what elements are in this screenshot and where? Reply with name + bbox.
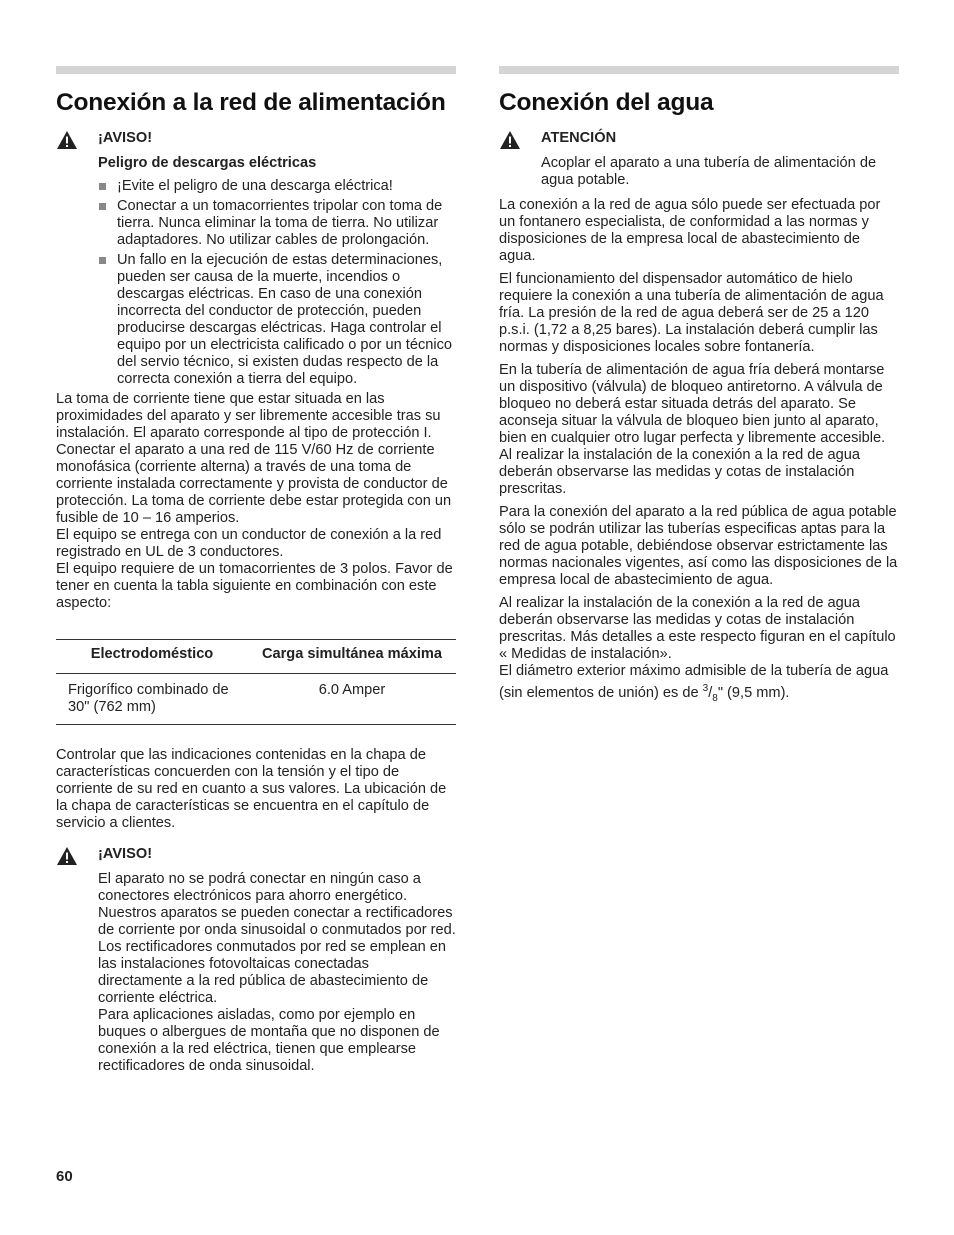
body-paragraph-diameter xyxy=(499,663,899,707)
body-paragraph: Para la conexión del aparato a la red pública de agua potable sólo se podrán utilizar las tuberías especificas aptas para la red de agua potable, debiéndose observar estrictamente las normas nacionales vigentes, así como las disposiciones de la empresa local de abastecimiento de agua. xyxy=(499,504,898,588)
fraction-slash: / xyxy=(708,684,713,701)
body-paragraph: La conexión a la red de agua sólo puede ser efectuada por un fontanero especialista, de conformidad a las normas y disposiciones de la empresa local de abastecimiento de agua. xyxy=(499,197,881,264)
table-row xyxy=(56,674,456,725)
warning-paragraph: El aparato no se podrá conectar en ningún caso a conectores electrónicos para ahorro energético. Nuestros aparatos se pueden conectar a rectificadores de corriente por onda sinusoidal o conmutados por red. Los rectificadores conmutados por red se emplean en las instalaciones fotovoltaicas conectadas directamente a la red pública de abastecimiento de corriente eléctrica. xyxy=(98,871,456,1006)
fraction-numerator: 3 xyxy=(702,683,709,694)
warning-text: Acoplar el aparato a una tubería de alimentación de agua potable. xyxy=(541,155,877,188)
warning-block-electric xyxy=(56,130,456,147)
diameter-text: El diámetro exterior máximo admisible de la tubería de agua (sin elementos de unión) es de xyxy=(499,663,889,701)
list-item: Un fallo en la ejecución de estas determinaciones, pueden ser causa de la muerte, incendios o descargas eléctricas. En caso de una conexión incorrecta del conductor de protección, pueden producirse descargas eléctricas. Haga controlar el equipo por un electricista calificado o por un técnico del servio técnico, si existen dudas respecto de la correcta conexión a tierra del equipo. xyxy=(98,252,456,388)
warning-list xyxy=(98,178,456,388)
warning-subtitle: Peligro de descargas eléctricas xyxy=(98,155,317,171)
fraction-denominator: 8 xyxy=(712,692,718,704)
warning-triangle-icon xyxy=(56,130,78,150)
body-paragraph: La toma de corriente tiene que estar situada en las proximidades del aparato y ser libremente accesible tras su instalación. El aparato corresponde al tipo de protección I. xyxy=(56,391,441,441)
table-header-row xyxy=(56,640,456,674)
section-rule xyxy=(499,66,899,74)
body-paragraph: El equipo se entrega con un conductor de conexión a la red registrado en UL de 3 conductores. xyxy=(56,527,442,560)
section-heading-water: Conexión del agua xyxy=(499,89,714,116)
spec-table xyxy=(56,639,456,725)
table-cell: Frigorífico combinado de 30" (762 mm) xyxy=(56,674,248,725)
warning-content xyxy=(56,155,456,388)
body-paragraph: Controlar que las indicaciones contenidas en la chapa de características concuerden con la tensión y el tipo de corriente de su red en cuanto a sus valores. La ubicación de la chapa de características se encuentra en el capítulo de servicio a clientes. xyxy=(56,747,447,831)
warning-block-rectifier xyxy=(56,846,456,1075)
section-heading-power: Conexión a la red de alimentación xyxy=(56,89,446,116)
warning-title: ¡AVISO! xyxy=(98,846,153,862)
body-paragraph: El funcionamiento del dispensador automático de hielo requiere la conexión a una tubería de alimentación de agua fría. La presión de la red de agua deberá ser de 25 a 120 p.s.i. (1,72 a 8,25 bares). La instalación deberá cumplir las normas y disposiciones locales sobre fontanería. xyxy=(499,271,884,355)
section-rule xyxy=(56,66,456,74)
left-column xyxy=(56,66,456,1075)
body-paragraph: En la tubería de alimentación de agua fría deberá montarse un dispositivo (válvula) de bloqueo antiretorno. A válvula de bloqueo no deberá estar situada detrás del aparato. Se aconseja situar la válvula de bloqueo bien junto al aparato, bien en cualquier otro lugar perfecta y libremente accesible. Al realizar la instalación de la conexión a la red de agua deberán observarse las medidas y cotas de instalación prescritas. xyxy=(499,362,886,497)
warning-paragraph: Para aplicaciones aisladas, como por ejemplo en buques o albergues de montaña que no disponen de conexión a la red eléctrica, tienen que emplearse rectificadores de onda sinusoidal. xyxy=(98,1007,440,1074)
column-header: Carga simultánea máxima xyxy=(248,640,456,674)
column-header: Electrodoméstico xyxy=(56,640,248,674)
body-paragraph: Al realizar la instalación de la conexión a la red de agua deberán observarse las medidas y cotas de instalación prescritas. Más detalles a este respecto figuran en el capítulo « Medidas de instalación». xyxy=(499,595,896,662)
warning-triangle-icon xyxy=(499,130,521,150)
page-number: 60 xyxy=(56,1168,73,1185)
warning-title: ¡AVISO! xyxy=(98,130,153,146)
warning-block-water xyxy=(499,130,899,189)
table-cell: 6.0 Amper xyxy=(248,674,456,725)
warning-triangle-icon xyxy=(56,846,78,866)
list-item: ¡Evite el peligro de una descarga eléctrica! xyxy=(98,178,456,195)
right-column xyxy=(499,66,899,707)
body-paragraph: Conectar el aparato a una red de 115 V/60 Hz de corriente monofásica (corriente alterna) a través de una toma de corriente instalada correctamente y provista de conductor de protección. La toma de corriente debe estar protegida con un fusible de 10 – 16 amperios. xyxy=(56,442,452,526)
warning-title: ATENCIÓN xyxy=(541,130,617,146)
list-item: Conectar a un tomacorrientes tripolar con toma de tierra. Nunca eliminar la toma de tierra. No utilizar adaptadores. No utilizar cables de prolongación. xyxy=(98,198,456,249)
diameter-value: " (9,5 mm). xyxy=(717,684,790,701)
body-paragraph: El equipo requiere de un tomacorrientes de 3 polos. Favor de tener en cuenta la tabla siguiente en combinación con este aspecto: xyxy=(56,561,453,611)
